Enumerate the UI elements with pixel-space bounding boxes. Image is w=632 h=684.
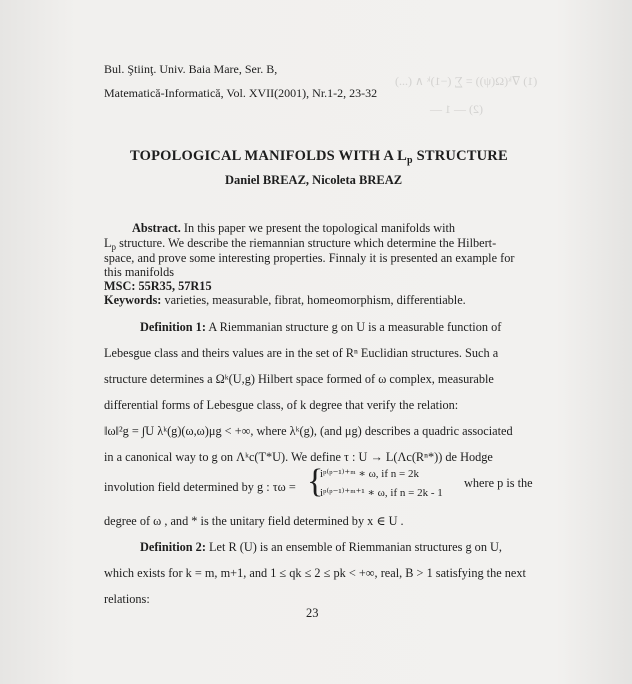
msc-value: 55R35, 57R15 [138, 279, 212, 293]
definition1-line2: Lebesgue class and theirs values are in the set of Rⁿ Euclidian structures. Such a [104, 346, 499, 360]
definition1-line6: in a canonical way to g on Λᵏc(T*U). We define τ : U → L(Λc(Rⁿ*)) de Hodge [104, 450, 493, 464]
abstract-label: Abstract. [132, 221, 181, 235]
paper-title: TOPOLOGICAL MANIFOLDS WITH A $L_p$ STRUCTURE [130, 148, 508, 166]
definition2-line2: which exists for k = m, m+1, and 1 ≤ qk ≤ 2 ≤ pk < +∞, real, B > 1 satisfying the next [104, 566, 526, 580]
abstract-text-1: In this paper we present the topological manifolds with [183, 221, 456, 235]
msc-label: MSC: [104, 279, 136, 293]
definition2-text-1: Let R (U) is an ensemble of Riemmanian structures g on U, [209, 540, 503, 554]
journal-header-line2: Matematică-Informatică, Vol. XVII(2001), Nr.1-2, 23-32 [104, 86, 378, 100]
definition1-formula-line: ‖ω‖²g = ∫U λᵏ(g)(ω,ω)μg < +∞, where λᵏ(g), (and μg) describes a quadric associated [104, 424, 513, 438]
abstract-line1 [132, 221, 455, 236]
definition1-line8: degree of ω , and * is the unitary field determined by x ∈ U . [104, 514, 404, 528]
definition1-label: Definition 1: [140, 320, 206, 334]
definition1-text-1: A Riemmanian structure g on U is a measurable function of [208, 320, 502, 334]
keywords-value: varieties, measurable, fibrat, homeomorphism, differentiable. [164, 293, 466, 307]
show-through-artifact: (1) ∇ᵏ(Ω(ψ)) = ∑ (−1)ᵏ ∧ (...) [395, 74, 538, 88]
abstract-line4: this manifolds [104, 265, 175, 279]
involution-right: where p is the [464, 476, 533, 490]
definition2-label: Definition 2: [140, 540, 206, 554]
definition1-line4: differential forms of Lebesgue class, of k degree that verify the relation: [104, 398, 459, 412]
journal-header-line1: Bul. Ştiinţ. Univ. Baia Mare, Ser. B, [104, 62, 278, 76]
involution-case1: iᵖ⁽ᵖ⁻¹⁾⁺ᵐ ∗ ω, if n = 2k [320, 468, 419, 480]
msc-line [104, 279, 212, 294]
definition1-line3: structure determines a Ωᵏ(U,g) Hilbert space formed of ω complex, measurable [104, 372, 494, 386]
piecewise-brace: { [307, 463, 324, 500]
definition1-line1 [140, 320, 501, 335]
involution-left: involution field determined by g : τω = [104, 480, 296, 494]
involution-case2: iᵖ⁽ᵖ⁻¹⁾⁺ᵐ⁺¹ ∗ ω, if n = 2k - 1 [320, 487, 443, 499]
show-through-artifact: (2) — 1 — [430, 102, 483, 116]
definition2-line3: relations: [104, 592, 150, 606]
page-number: 23 [306, 606, 319, 620]
definition2-line1 [140, 540, 502, 555]
abstract-line3: space, and prove some interesting properties. Finnaly it is presented an example for [104, 251, 515, 265]
keywords-label: Keywords: [104, 293, 162, 307]
keywords-line [104, 293, 466, 308]
abstract-line2: $L_p$ structure. We describe the riemannian structure which determine the Hilbert- [104, 236, 497, 252]
paper-authors: Daniel BREAZ, Nicoleta BREAZ [225, 173, 403, 187]
